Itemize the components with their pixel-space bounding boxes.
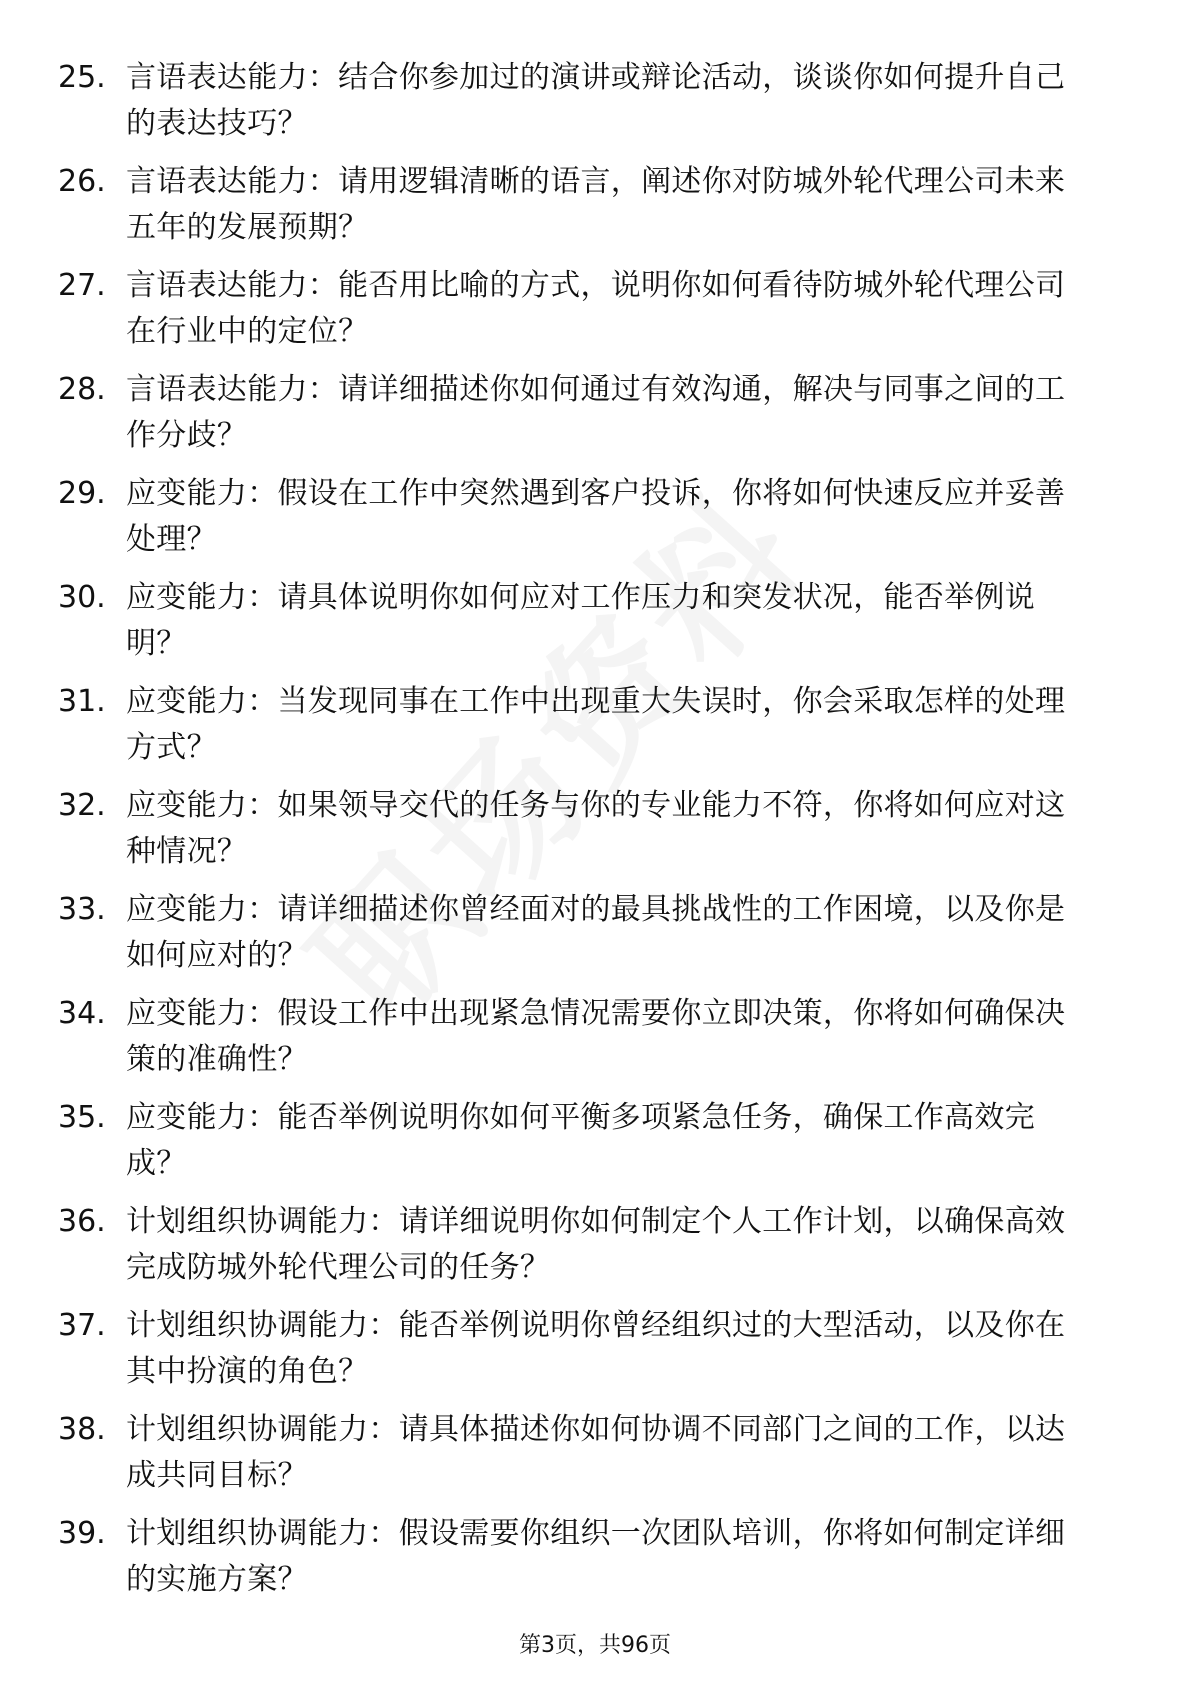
- question-text: 言语表达能力：结合你参加过的演讲或辩论活动，谈谈你如何提升自己的表达技巧？: [126, 60, 1066, 141]
- question-text: 应变能力：请详细描述你曾经面对的最具挑战性的工作困境，以及你是如何应对的？: [126, 892, 1066, 973]
- question-number: 29.: [58, 476, 106, 511]
- question-number: 35.: [58, 1100, 106, 1135]
- list-item: [58, 775, 1118, 879]
- question-text: 应变能力：假设在工作中突然遇到客户投诉，你将如何快速反应并妥善处理？: [126, 476, 1066, 557]
- question-number: 25.: [58, 60, 106, 95]
- question-number: 37.: [58, 1308, 106, 1343]
- list-item: [58, 255, 1118, 359]
- question-text: 计划组织协调能力：能否举例说明你曾经组织过的大型活动，以及你在其中扮演的角色？: [126, 1308, 1066, 1389]
- question-text: 应变能力：请具体说明你如何应对工作压力和突发状况，能否举例说明？: [126, 580, 1035, 661]
- list-item: [58, 47, 1118, 151]
- list-item: [58, 1191, 1118, 1295]
- question-number: 33.: [58, 892, 106, 927]
- question-number: 28.: [58, 372, 106, 407]
- list-item: [58, 879, 1118, 983]
- question-text: 计划组织协调能力：请具体描述你如何协调不同部门之间的工作，以达成共同目标？: [126, 1412, 1066, 1493]
- list-item: [58, 1503, 1118, 1607]
- question-text: 计划组织协调能力：请详细说明你如何制定个人工作计划，以确保高效完成防城外轮代理公司的任务？: [126, 1204, 1066, 1285]
- question-text: 应变能力：如果领导交代的任务与你的专业能力不符，你将如何应对这种情况？: [126, 788, 1066, 869]
- question-text: 应变能力：当发现同事在工作中出现重大失误时，你会采取怎样的处理方式？: [126, 684, 1066, 765]
- question-number: 26.: [58, 164, 106, 199]
- question-number: 27.: [58, 268, 106, 303]
- question-number: 38.: [58, 1412, 106, 1447]
- question-list: [58, 47, 1118, 1607]
- list-item: [58, 1087, 1118, 1191]
- question-text: 应变能力：假设工作中出现紧急情况需要你立即决策，你将如何确保决策的准确性？: [126, 996, 1066, 1077]
- list-item: [58, 567, 1118, 671]
- list-item: [58, 463, 1118, 567]
- question-number: 36.: [58, 1204, 106, 1239]
- question-number: 32.: [58, 788, 106, 823]
- list-item: [58, 1295, 1118, 1399]
- question-number: 34.: [58, 996, 106, 1031]
- question-text: 言语表达能力：请用逻辑清晰的语言，阐述你对防城外轮代理公司未来五年的发展预期？: [126, 164, 1066, 245]
- question-text: 言语表达能力：能否用比喻的方式，说明你如何看待防城外轮代理公司在行业中的定位？: [126, 268, 1066, 349]
- question-text: 计划组织协调能力：假设需要你组织一次团队培训，你将如何制定详细的实施方案？: [126, 1516, 1066, 1597]
- question-text: 言语表达能力：请详细描述你如何通过有效沟通，解决与同事之间的工作分歧？: [126, 372, 1066, 453]
- list-item: [58, 671, 1118, 775]
- question-number: 39.: [58, 1516, 106, 1551]
- question-number: 31.: [58, 684, 106, 719]
- list-item: [58, 359, 1118, 463]
- list-item: [58, 151, 1118, 255]
- question-number: 30.: [58, 580, 106, 615]
- page-footer: 第3页，共96页: [519, 1633, 671, 1658]
- list-item: [58, 983, 1118, 1087]
- list-item: [58, 1399, 1118, 1503]
- question-text: 应变能力：能否举例说明你如何平衡多项紧急任务，确保工作高效完成？: [126, 1100, 1035, 1181]
